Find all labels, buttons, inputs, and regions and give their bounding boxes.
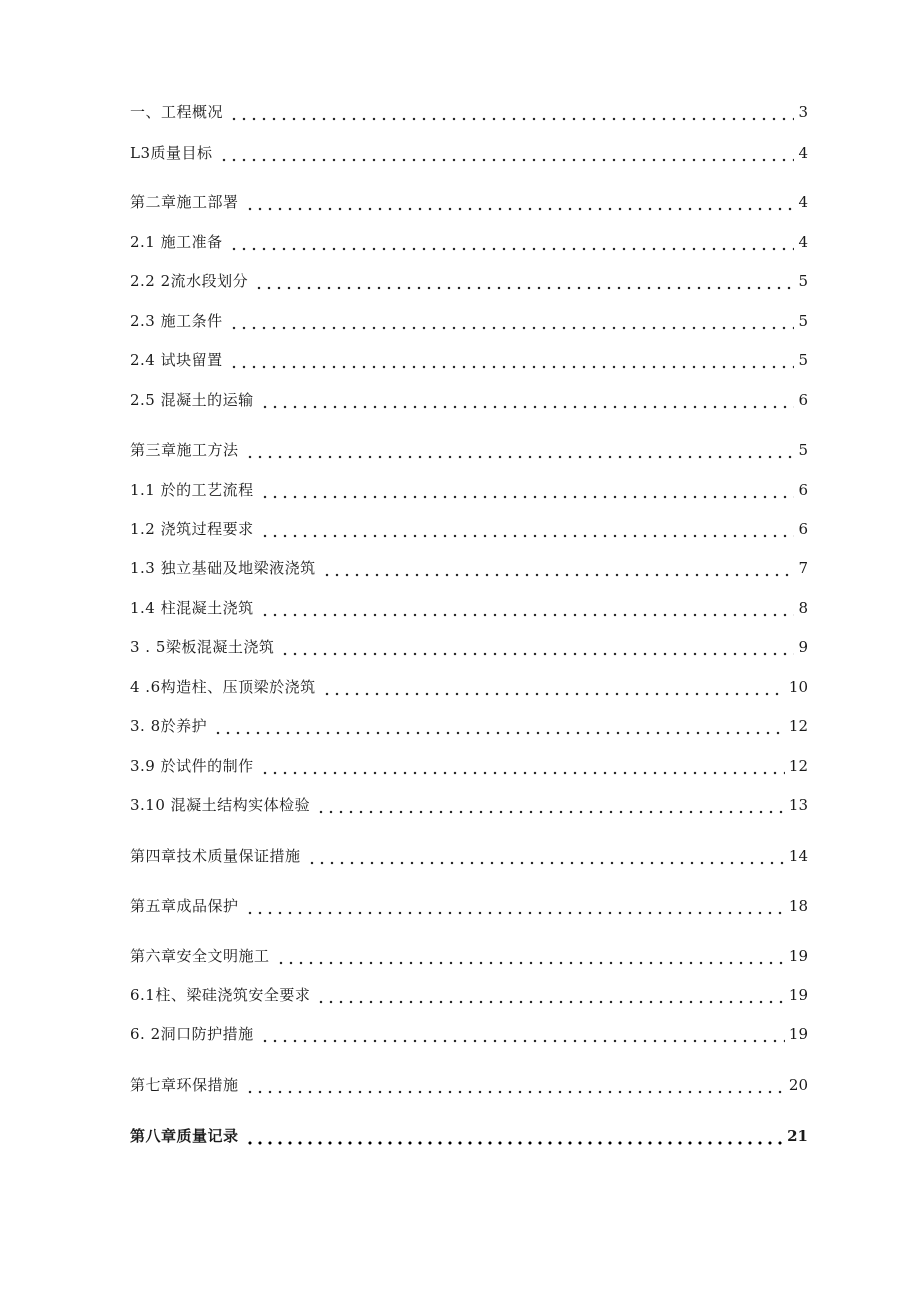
dot-leader: [254, 271, 794, 291]
toc-page-number: 12: [788, 757, 808, 775]
toc-entry-title: 第四章技术质量保证措施: [130, 847, 301, 865]
toc-entry[interactable]: [130, 346, 808, 370]
toc-entry-title: 1.1 於的工艺流程: [130, 481, 254, 499]
dot-leader: [245, 1075, 785, 1095]
toc-entry-title: 3. 8於养护: [130, 717, 208, 735]
dot-leader: [219, 143, 794, 163]
toc-entry-title: L3质量目标: [130, 144, 213, 162]
toc-entry[interactable]: [130, 476, 808, 500]
toc-page-number: 19: [788, 986, 808, 1004]
dot-leader: [280, 637, 794, 657]
toc-page-number: 10: [788, 678, 808, 696]
toc-entry-title: 2.4 试块留置: [130, 351, 223, 369]
toc-entry-title: 第六章安全文明施工: [130, 947, 270, 965]
toc-entry[interactable]: [130, 436, 808, 460]
toc-entry-title: 3 . 5梁板混凝土浇筑: [130, 638, 275, 656]
toc-entry-title: 4 .6构造柱、压顶梁於浇筑: [130, 678, 316, 696]
toc-entry[interactable]: [130, 712, 808, 736]
toc-entry[interactable]: [130, 1020, 808, 1044]
toc-entry-title: 第二章施工部署: [130, 193, 239, 211]
toc-entry[interactable]: [130, 386, 808, 410]
toc-entry[interactable]: [130, 981, 808, 1005]
toc-entry-title: 第三章施工方法: [130, 441, 239, 459]
toc-entry[interactable]: [130, 752, 808, 776]
toc-entry[interactable]: [130, 267, 808, 291]
dot-leader: [260, 1024, 785, 1044]
dot-leader: [229, 350, 794, 370]
toc-page-number: 9: [798, 638, 808, 656]
toc-entry[interactable]: [130, 515, 808, 539]
toc-page-number: 19: [788, 1025, 808, 1043]
toc-page-number: 20: [788, 1076, 808, 1094]
toc-entry-title: 6. 2洞口防护措施: [130, 1025, 254, 1043]
dot-leader: [322, 558, 794, 578]
toc-entry[interactable]: [130, 307, 808, 331]
toc-page-number: 5: [798, 272, 808, 290]
toc-entry-title: 2.1 施工准备: [130, 233, 223, 251]
dot-leader: [245, 440, 794, 460]
toc-entry[interactable]: [130, 942, 808, 966]
toc-entry-title: 2.5 混凝土的运输: [130, 391, 254, 409]
toc-page-number: 4: [798, 233, 808, 251]
toc-page-number: 5: [798, 351, 808, 369]
toc-entry[interactable]: [130, 1071, 808, 1095]
toc-entry-title: 1.3 独立基础及地梁液浇筑: [130, 559, 316, 577]
toc-entry-title: 2.2 2流水段划分: [130, 272, 249, 290]
toc-entry[interactable]: [130, 98, 808, 122]
dot-leader: [213, 716, 785, 736]
dot-leader: [229, 232, 794, 252]
toc-page-number: 14: [788, 847, 808, 865]
toc-entry-title: 1.4 柱混凝土浇筑: [130, 599, 254, 617]
toc-entry-title: 1.2 浇筑过程要求: [130, 520, 254, 538]
toc-page-number: 6: [798, 391, 808, 409]
toc-page-number: 6: [798, 481, 808, 499]
toc-entry-title: 第八章质量记录: [130, 1127, 239, 1145]
toc-entry-title: 一、工程概况: [130, 103, 224, 121]
toc-entry[interactable]: [130, 554, 808, 578]
toc-page-number: 7: [798, 559, 808, 577]
dot-leader: [260, 390, 794, 410]
toc-page-number: 13: [788, 796, 808, 814]
toc-page-number: 18: [788, 897, 808, 915]
toc-entry-title: 3.9 於试件的制作: [130, 757, 254, 775]
dot-leader: [316, 795, 785, 815]
toc-page-number: 3: [798, 103, 808, 121]
toc-entry[interactable]: [130, 673, 808, 697]
toc-entry[interactable]: [130, 842, 808, 866]
toc-page-number: 6: [798, 520, 808, 538]
toc-entry-title: 2.3 施工条件: [130, 312, 223, 330]
toc-entry[interactable]: [130, 188, 808, 212]
dot-leader: [260, 480, 794, 500]
dot-leader: [260, 598, 794, 618]
dot-leader: [276, 946, 785, 966]
toc-entry[interactable]: [130, 633, 808, 657]
dot-leader: [245, 896, 785, 916]
toc-entry[interactable]: [130, 791, 808, 815]
toc-entry[interactable]: [130, 892, 808, 916]
dot-leader: [260, 756, 785, 776]
toc-entry-title: 6.1柱、梁硅浇筑安全要求: [130, 986, 311, 1004]
toc-entry[interactable]: [130, 139, 808, 163]
dot-leader: [245, 192, 794, 212]
toc-entry[interactable]: [130, 228, 808, 252]
toc-entry-title: 第五章成品保护: [130, 897, 239, 915]
dot-leader: [260, 519, 794, 539]
toc-entry[interactable]: [130, 1122, 808, 1146]
dot-leader: [229, 102, 794, 122]
dot-leader: [316, 985, 785, 1005]
dot-leader: [322, 677, 785, 697]
toc-entry-title: 第七章环保措施: [130, 1076, 239, 1094]
toc-page-number: 5: [798, 441, 808, 459]
toc-page-number: 19: [788, 947, 808, 965]
toc-page-number: 5: [798, 312, 808, 330]
dot-leader: [229, 311, 794, 331]
dot-leader: [245, 1126, 784, 1146]
toc-entry[interactable]: [130, 594, 808, 618]
toc-page-number: 4: [798, 193, 808, 211]
toc-page-number: 21: [787, 1127, 808, 1145]
toc-entry-title: 3.10 混凝土结构实体检验: [130, 796, 311, 814]
dot-leader: [307, 846, 785, 866]
toc-page-number: 4: [798, 144, 808, 162]
toc-page-number: 12: [788, 717, 808, 735]
toc-page-number: 8: [798, 599, 808, 617]
